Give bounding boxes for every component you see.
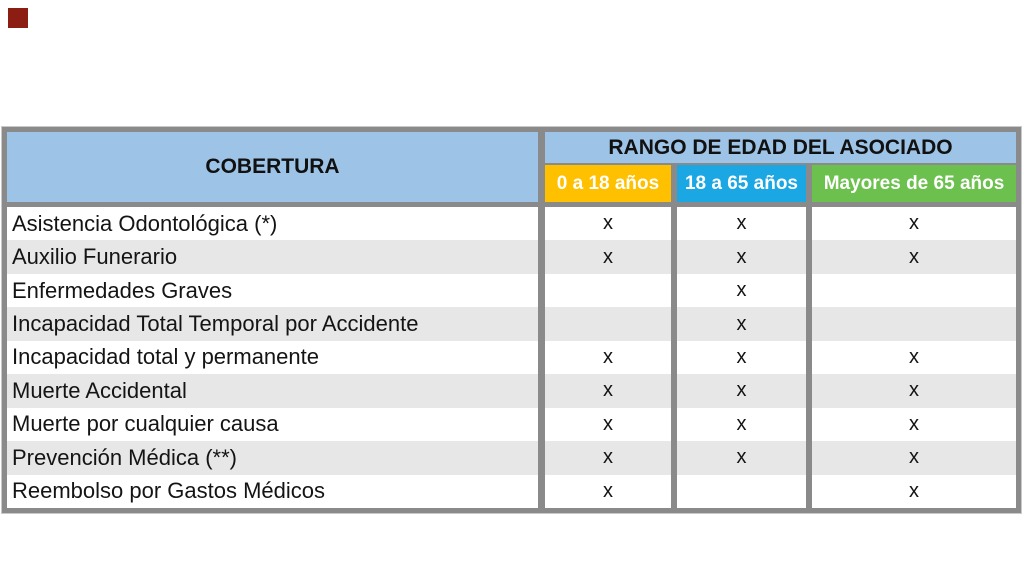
value-cell-0-18: x bbox=[603, 212, 613, 235]
coverage-table bbox=[2, 127, 1021, 513]
value-cell-65-plus: x bbox=[909, 479, 919, 502]
value-cell-0-18 bbox=[545, 274, 671, 307]
value-cell-0-18: x bbox=[603, 345, 613, 368]
coverage-label-cell: Incapacidad Total Temporal por Accidente bbox=[12, 311, 419, 337]
coverage-row bbox=[7, 307, 1016, 340]
age-header-cell-0-18: 0 a 18 años bbox=[545, 165, 671, 202]
coverage-row bbox=[7, 207, 1016, 240]
value-cell-0-18: x bbox=[603, 245, 613, 268]
value-cell-18-65: x bbox=[736, 212, 747, 235]
column-divider bbox=[538, 132, 545, 202]
age-header-row bbox=[545, 165, 1016, 202]
value-cell-65-plus: x bbox=[909, 446, 919, 469]
value-cell-0-18: x bbox=[603, 446, 613, 469]
value-cell-18-65: x bbox=[736, 312, 747, 335]
column-divider bbox=[538, 307, 545, 340]
value-cell-18-65: x bbox=[736, 412, 747, 435]
value-cell-65-plus: x bbox=[909, 245, 919, 268]
value-cell-0-18: x bbox=[603, 379, 613, 402]
coverage-row bbox=[7, 475, 1016, 508]
coverage-row bbox=[7, 341, 1016, 374]
coverage-label-cell: Auxilio Funerario bbox=[12, 244, 178, 270]
red-square-marker bbox=[8, 8, 28, 28]
value-cell-65-plus: x bbox=[909, 345, 919, 368]
value-cell-65-plus: x bbox=[909, 212, 919, 235]
column-divider bbox=[538, 207, 545, 240]
coverage-label-cell: Incapacidad total y permanente bbox=[12, 344, 319, 370]
value-cell-18-65: x bbox=[736, 245, 747, 268]
coverage-label-cell: Enfermedades Graves bbox=[12, 277, 233, 303]
coverage-label-cell: Asistencia Odontológica (*) bbox=[12, 210, 278, 236]
value-cell-0-18: x bbox=[603, 479, 613, 502]
column-divider bbox=[538, 274, 545, 307]
table-body bbox=[7, 207, 1016, 508]
value-cell-0-18: x bbox=[603, 412, 613, 435]
table-header bbox=[7, 132, 1016, 202]
value-cell-65-plus: x bbox=[909, 379, 919, 402]
column-divider bbox=[538, 341, 545, 374]
age-header-cell-65-plus: Mayores de 65 años bbox=[812, 165, 1016, 202]
coverage-label-cell: Muerte Accidental bbox=[12, 377, 187, 403]
value-cell-65-plus: x bbox=[909, 412, 919, 435]
column-divider bbox=[538, 408, 545, 441]
coverage-row bbox=[7, 274, 1016, 307]
column-divider bbox=[538, 475, 545, 508]
column-divider bbox=[538, 441, 545, 474]
coverage-row bbox=[7, 374, 1016, 407]
age-header-cell-18-65: 18 a 65 años bbox=[677, 165, 806, 202]
coverage-label-cell: Reembolso por Gastos Médicos bbox=[12, 478, 326, 504]
value-cell-65-plus bbox=[812, 307, 1016, 340]
value-cell-18-65: x bbox=[736, 279, 747, 302]
value-cell-18-65: x bbox=[736, 446, 747, 469]
column-divider bbox=[538, 240, 545, 273]
coverage-label-cell: Prevención Médica (**) bbox=[12, 444, 237, 470]
value-cell-18-65: x bbox=[736, 379, 747, 402]
value-cell-18-65: x bbox=[736, 345, 747, 368]
value-cell-18-65 bbox=[677, 475, 806, 508]
cobertura-header-cell: COBERTURA bbox=[7, 132, 538, 202]
age-range-header-group bbox=[545, 132, 1016, 202]
rango-header-cell: RANGO DE EDAD DEL ASOCIADO bbox=[545, 132, 1016, 163]
coverage-row bbox=[7, 240, 1016, 273]
coverage-label-cell: Muerte por cualquier causa bbox=[12, 411, 279, 437]
coverage-row bbox=[7, 441, 1016, 474]
column-divider bbox=[538, 374, 545, 407]
value-cell-0-18 bbox=[545, 307, 671, 340]
coverage-row bbox=[7, 408, 1016, 441]
value-cell-65-plus bbox=[812, 274, 1016, 307]
